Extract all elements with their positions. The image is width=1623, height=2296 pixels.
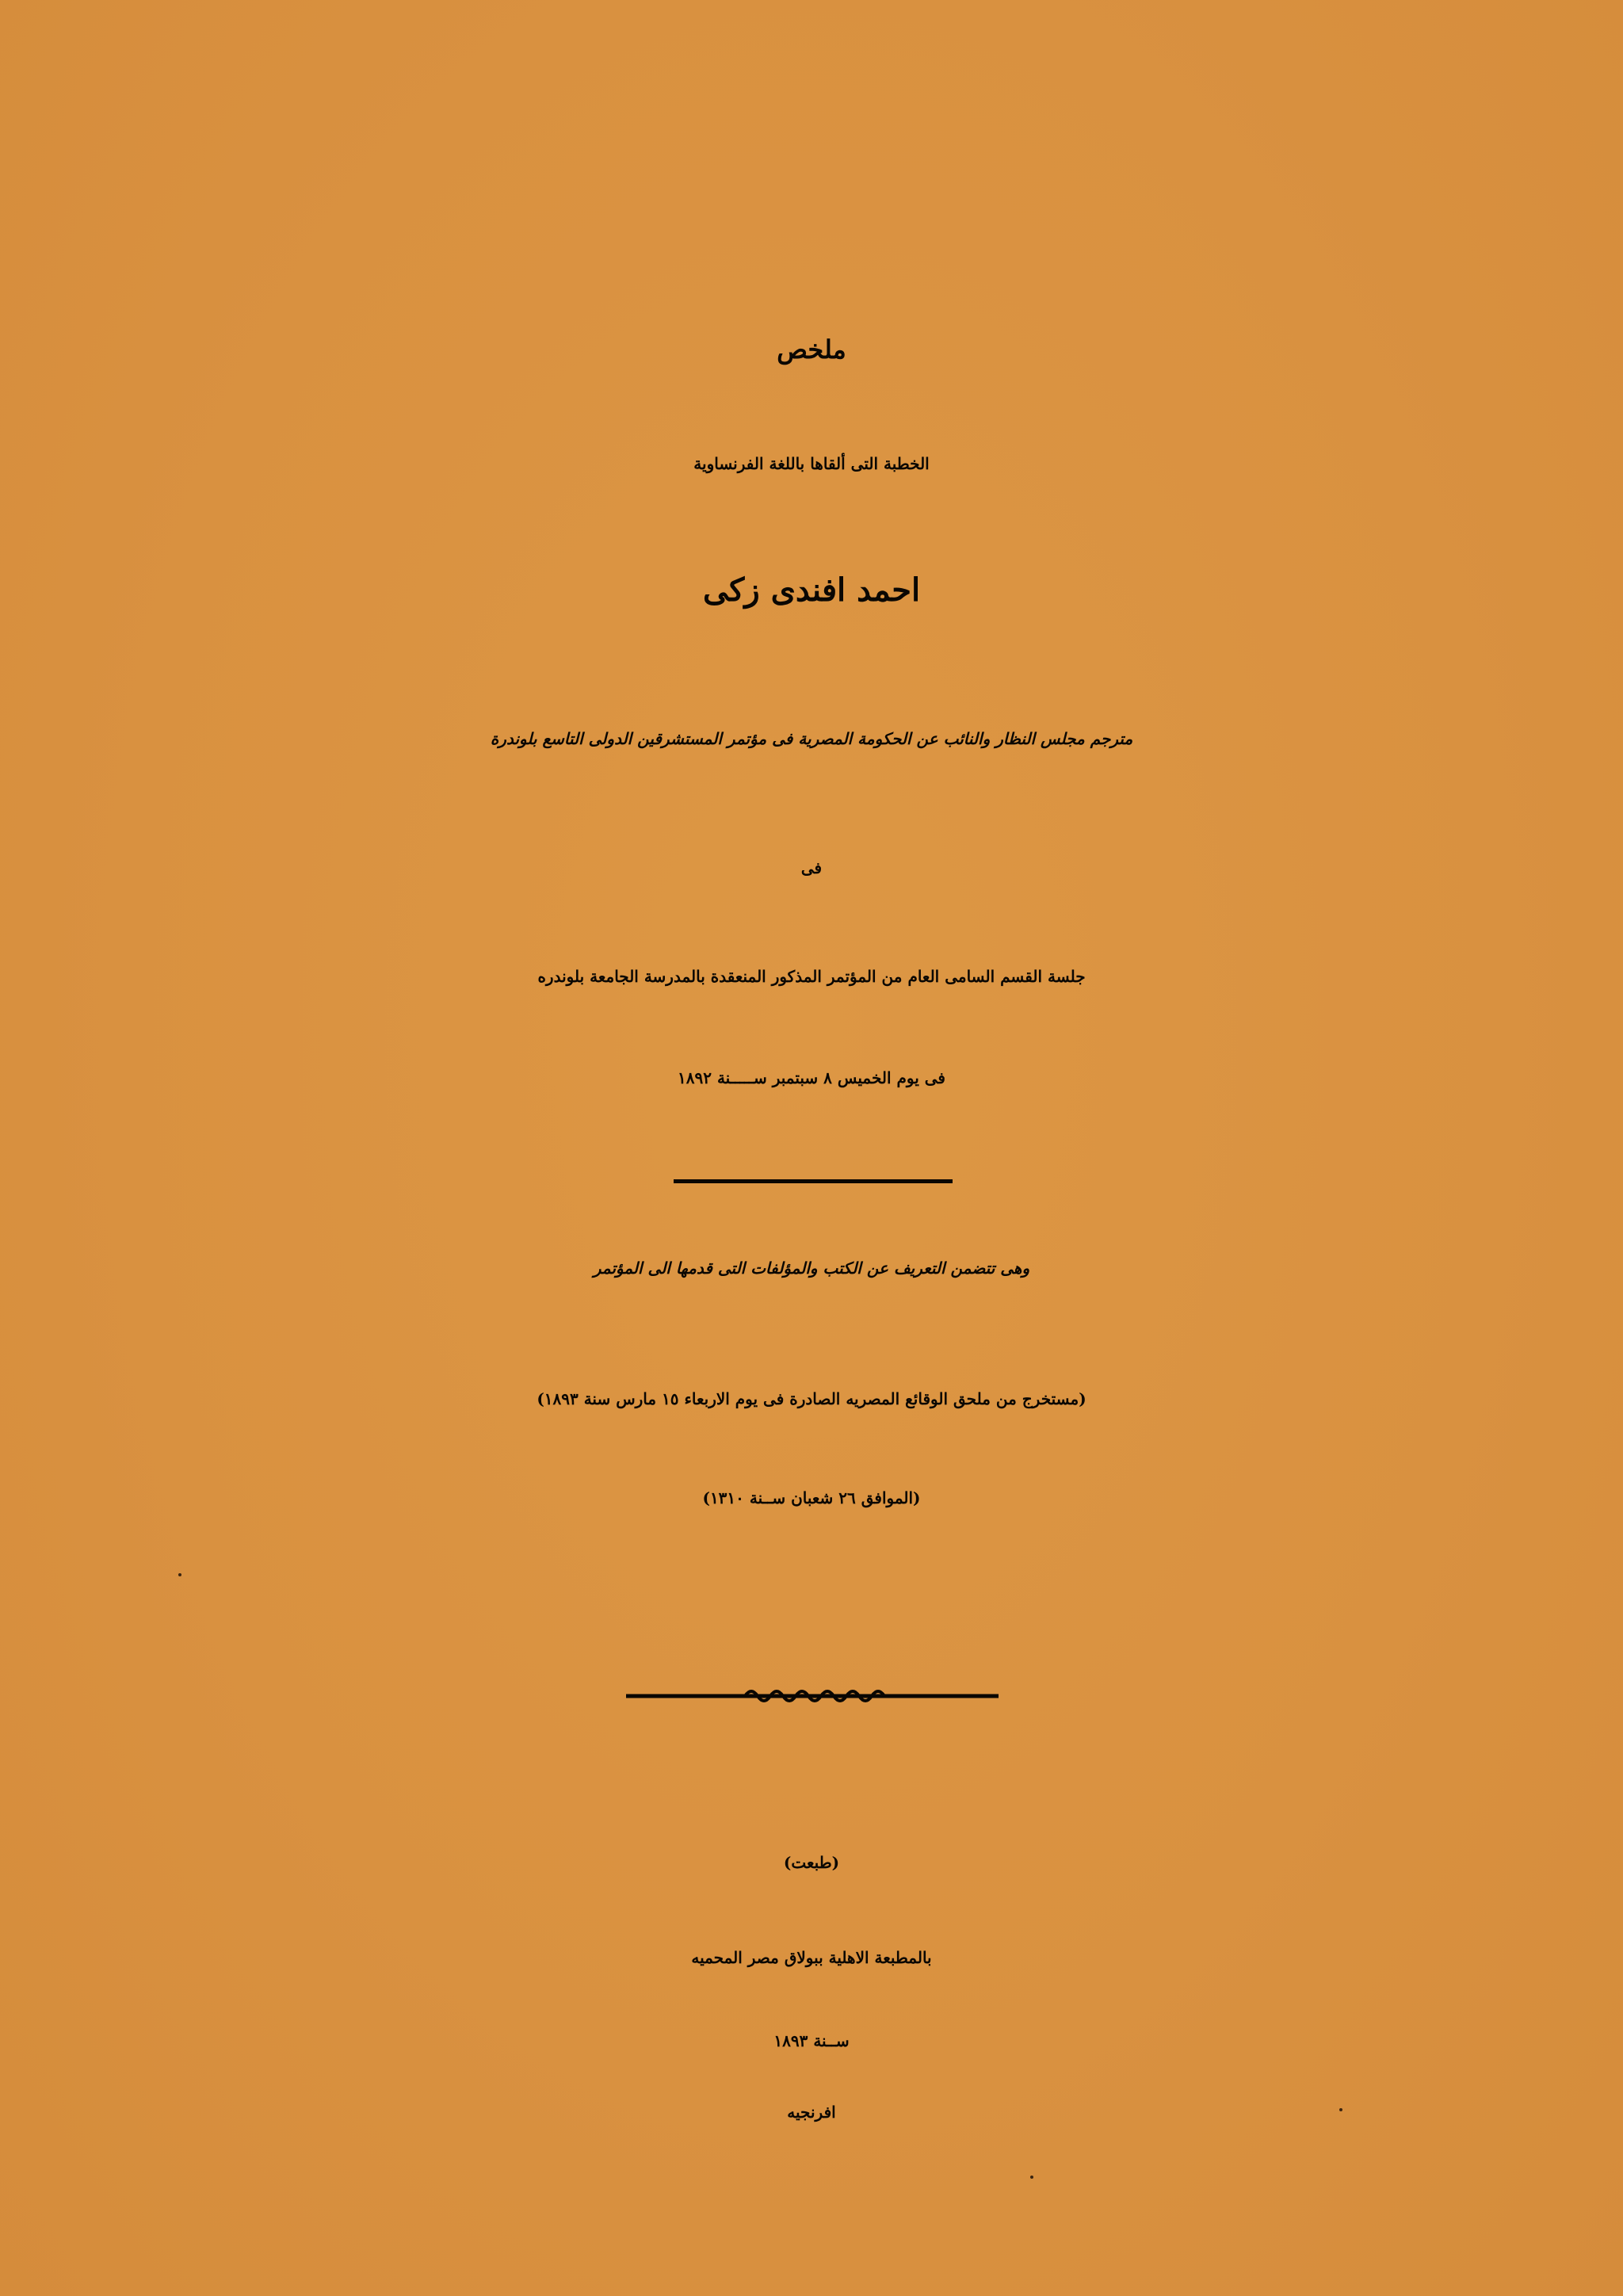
- printed-label: (طبعت): [783, 1853, 840, 1872]
- speech-subtitle: الخطبة التى ألقاها باللغة الفرنساوية: [693, 454, 930, 473]
- paper-speck: [1030, 2176, 1033, 2179]
- connector-word: فى: [800, 858, 823, 877]
- paper-speck: [1339, 2108, 1342, 2111]
- print-year: ســنة ١٨٩٣: [773, 2031, 850, 2050]
- session-description: جلسة القسم السامى العام من المؤتمر المذكور المنعقدة بالمدرسة الجامعة بلوندره: [537, 967, 1086, 986]
- printing-press: بالمطبعة الاهلية ببولاق مصر المحميه: [691, 1948, 932, 1967]
- session-date: فى يوم الخميس ٨ سبتمبر ســـــنة ١٨٩٢: [678, 1068, 945, 1087]
- author-name: احمد افندى زكى: [702, 571, 921, 609]
- author-role: مترجم مجلس النظار والنائب عن الحكومة المصرية فى مؤتمر المستشرقين الدولى التاسع بلوندرة: [490, 729, 1133, 748]
- page-title: ملخص: [777, 334, 846, 365]
- calendar-era: افرنجيه: [787, 2103, 836, 2122]
- section-divider-rule: [674, 1179, 953, 1183]
- hijri-date: (الموافق ٢٦ شعبان ســنة ١٣١٠): [702, 1488, 921, 1507]
- ornamental-divider: [626, 1679, 999, 1710]
- extract-source: (مستخرج من ملحق الوقائع المصريه الصادرة فى يوم الاربعاء ١٥ مارس سنة ١٨٩٣): [537, 1389, 1086, 1408]
- paper-speck: [178, 1573, 181, 1576]
- contents-description: وهى تتضمن التعريف عن الكتب والمؤلفات التى قدمها الى المؤتمر: [593, 1259, 1030, 1278]
